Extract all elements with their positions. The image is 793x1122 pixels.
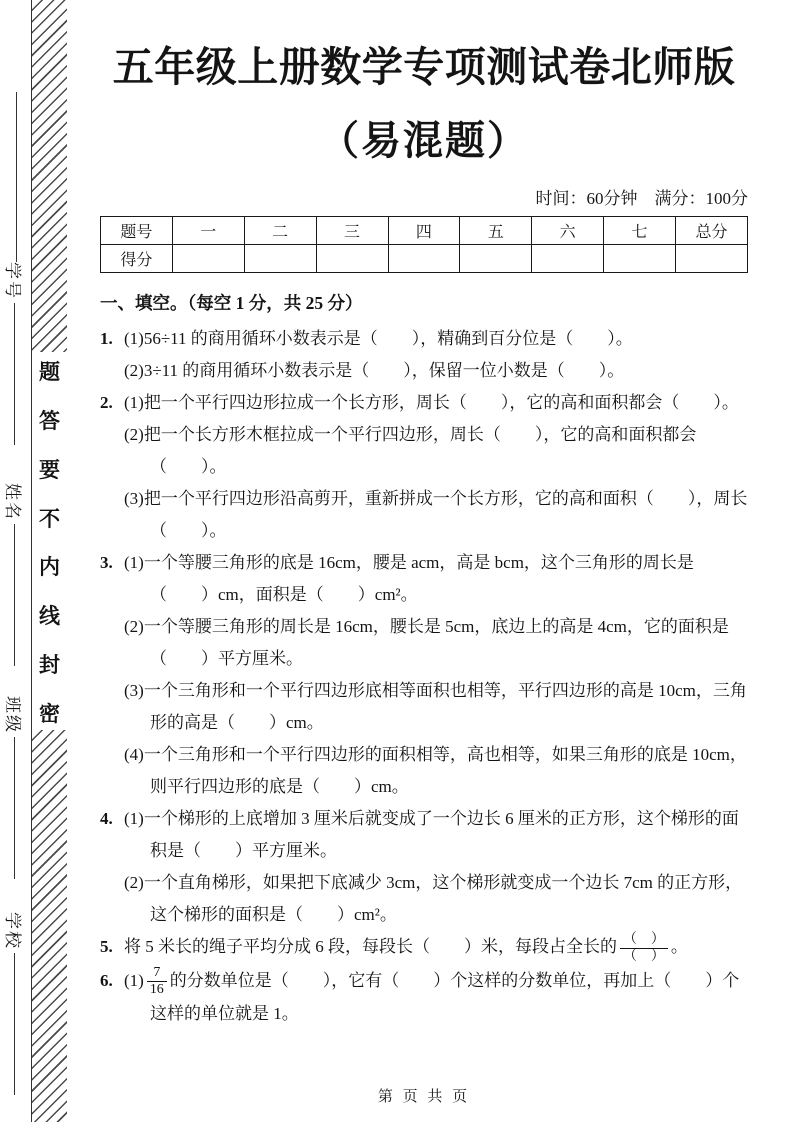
fraction-numerator: （ ） (620, 932, 668, 949)
student-name-field (2, 483, 27, 666)
question-part (100, 739, 748, 803)
score-table-question-col: 四 (388, 217, 460, 245)
score-table-score-cell (604, 245, 676, 273)
score-table-score-cell (388, 245, 460, 273)
score-table-score-cell (676, 245, 748, 273)
fraction (147, 965, 167, 998)
question-number: 3. (100, 553, 113, 572)
question-number: 5. (100, 937, 113, 956)
question-text: 的分数单位是（ ），它有（ ）个这样的分数单位，再加上（ ）个这样的单位就是 1。 (150, 970, 740, 1024)
exam-subtitle: （易混题） (319, 119, 529, 163)
seal-line-text (32, 356, 67, 728)
fraction-numerator: 7 (147, 965, 167, 982)
question-part (100, 965, 748, 1031)
seal-line-char: 封 (39, 653, 60, 678)
class-field (2, 696, 27, 879)
question-part (100, 803, 748, 867)
score-table-question-col: 七 (604, 217, 676, 245)
student-name-label: 姓名 (3, 483, 22, 521)
seal-line-sidebar (0, 0, 96, 1122)
score-table-score-cell (316, 245, 388, 273)
score-table (100, 216, 748, 273)
score-table-score-cell (172, 245, 244, 273)
question-text: (2)一个直角梯形，如果把下底减少 3cm，这个梯形就变成一个边长 7cm 的正方形，这个梯形的面积是（ ）cm²。 (124, 873, 743, 924)
question-part (100, 387, 748, 419)
question-text: 将 5 米长的绳子平均分成 6 段，每段长（ ）米，每段占全长的 (124, 937, 617, 956)
question-number: 6. (100, 970, 113, 990)
question-text: (1)56÷11 的商用循环小数表示是（ ），精确到百分位是（ ）。 (124, 329, 633, 348)
question-number: 2. (100, 393, 113, 412)
question-part (100, 419, 748, 483)
seal-line-char: 密 (39, 701, 60, 726)
seal-line-char: 题 (39, 360, 60, 384)
question-text: (2)3÷11 的商用循环小数表示是（ ），保留一位小数是（ ）。 (124, 361, 625, 380)
question-part (100, 675, 748, 739)
questions-list (100, 323, 748, 1030)
seal-line-char: 内 (39, 555, 60, 580)
score-table-score-label: 得分 (101, 245, 173, 273)
hatch-pattern-top (32, 0, 67, 352)
score-table-question-label: 题号 (101, 217, 173, 245)
section-one-heading: 一、填空。（每空 1 分，共 25 分） (100, 293, 363, 313)
seal-line-char: 不 (39, 506, 60, 531)
question-text: (1) (124, 970, 144, 990)
student-id-blank-line (14, 303, 15, 445)
question-number: 1. (100, 329, 113, 348)
question-text: (2)把一个长方形木框拉成一个平行四边形，周长（ ），它的高和面积都会（ ）。 (124, 425, 697, 476)
school-blank-line (14, 953, 15, 1095)
seal-line-char: 要 (39, 457, 60, 482)
question-part (100, 323, 748, 355)
question-text: (3)把一个平行四边形沿高剪开，重新拼成一个长方形，它的高和面积（ ），周长（ ）。 (124, 489, 748, 540)
fraction-denominator: 16 (149, 982, 164, 998)
class-blank-line (14, 737, 15, 879)
question-part (100, 355, 748, 387)
page-footer: 第 页 共 页 (377, 1089, 471, 1105)
question-text: (1)一个梯形的上底增加 3 厘米后就变成了一个边长 6 厘米的正方形，这个梯形的面积是（ ）平方厘米。 (124, 809, 739, 860)
question-text: (1)一个等腰三角形的底是 16cm，腰是 acm，高是 bcm，这个三角形的周长是（ ）cm，面积是（ ）cm²。 (124, 553, 694, 604)
seal-line-char: 答 (39, 408, 60, 433)
exam-content (100, 0, 748, 1122)
score-table-question-col: 三 (316, 217, 388, 245)
question-text: (2)一个等腰三角形的周长是 16cm，腰长是 5cm，底边上的高是 4cm，它的面积是（ ）平方厘米。 (124, 617, 729, 668)
student-id-field (2, 262, 27, 445)
exam-time-score-meta: 时间：60分钟 满分：100分 (535, 189, 748, 208)
score-table-question-col: 六 (532, 217, 604, 245)
school-label: 学校 (3, 912, 22, 950)
student-name-blank-line (14, 524, 15, 666)
class-label: 班级 (3, 696, 22, 734)
score-table-question-col: 五 (460, 217, 532, 245)
question-part (100, 611, 748, 675)
exam-title: 五年级上册数学专项测试卷北师版 (112, 44, 736, 90)
question-text: (4)一个三角形和一个平行四边形的面积相等，高也相等，如果三角形的底是 10cm，则平行四边形的底是（ ）cm。 (124, 745, 747, 796)
score-table-score-cell (532, 245, 604, 273)
question-part (100, 931, 748, 965)
score-table-score-cell (460, 245, 532, 273)
student-id-label: 学号 (3, 262, 22, 300)
score-table-header-row (101, 217, 748, 245)
question-text: (1)把一个平行四边形拉成一个长方形，周长（ ），它的高和面积都会（ ）。 (124, 393, 739, 412)
fraction (620, 932, 668, 965)
question-part (100, 483, 748, 547)
question-text: (3)一个三角形和一个平行四边形底相等面积也相等，平行四边形的高是 10cm，三角形的高是（ ）cm。 (124, 681, 747, 732)
seal-line-char: 线 (39, 604, 60, 629)
score-table-question-col: 二 (244, 217, 316, 245)
question-part (100, 867, 748, 931)
question-text: 。 (670, 937, 688, 956)
school-field (2, 912, 27, 1095)
score-table-score-cell (244, 245, 316, 273)
score-table-question-col: 总分 (676, 217, 748, 245)
question-part (100, 547, 748, 611)
score-table-score-row (101, 245, 748, 273)
student-info-column (0, 0, 30, 1122)
question-number: 4. (100, 809, 113, 828)
hatch-pattern-bottom (32, 730, 67, 1122)
seal-column (31, 0, 67, 1122)
score-table-question-col: 一 (172, 217, 244, 245)
fraction-denominator: （ ） (623, 948, 665, 964)
